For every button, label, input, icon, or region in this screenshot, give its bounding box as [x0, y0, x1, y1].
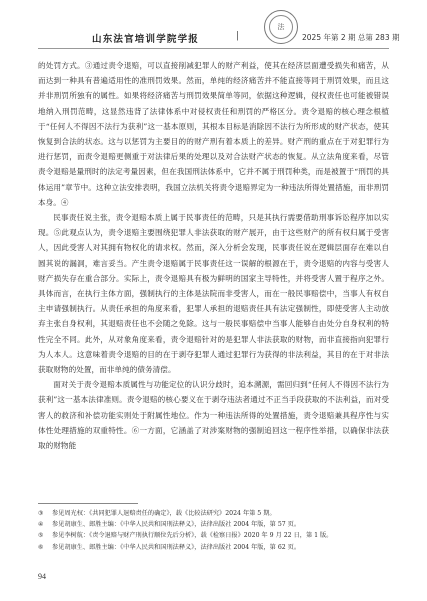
footnote-divider [38, 503, 138, 504]
header-separator: | [236, 31, 240, 41]
paragraph-2: 民事责任说主张，责令退赔本质上属于民事责任的范畴，只是其执行需要借助刑事诉讼程序加以实现。⑤此观点认为，责令退赔主要围绕犯罪人非法获取的财产展开，由于这些财产的所有权归属于受害人，因此受害人对其拥有物权化的请求权。然而，深入分析会发现，民事责任说在逻辑层面存在难以自圆其说的漏洞，难言妥当。产生责令退赔属于民事责任这一误解的根源在于，责令退赔的内容与受害人财产损失存在重合部分。实际上，责令退赔具有极为鲜明的国家主导特性，并将受害人置于程序之外。具体而言，在执行主体方面，强制执行的主体是法院而非受害人，而在一般民事赔偿中，当事人有权自主申请强制执行。从责任承担的角度来看，犯罪人承担的退赔责任具有法定强制性，即使受害人主动放弃主张自身权利，其退赔责任也不会随之免除。这与一般民事赔偿中当事人能够自由处分自身权利的特性完全不同。此外，从对象角度来看，责令退赔针对的是犯罪人非法获取的财物，而非直接指向犯罪行为人本人。这意味着责令退赔的目的在于剥夺犯罪人通过犯罪行为获得的非法利益，其目的在于对非法获取财物的处置，而非单纯的债务清偿。 [38, 213, 389, 375]
issue-info: 2025 年第 2 期 总第 283 期 [302, 33, 400, 42]
footnote-mark: ⑥ [38, 543, 44, 551]
footnotes [38, 508, 389, 553]
footnote-mark: ⑤ [38, 532, 44, 540]
footnote-mark: ④ [38, 521, 44, 529]
header-rule [38, 48, 389, 49]
page-header [0, 0, 427, 60]
page-number: 94 [38, 572, 46, 581]
footnote-text: 参见李树航：《责令退赔与财产刑执行顺位先后分析》，载《检察日报》2020 年 9 月 22 日，第 1 版。 [52, 532, 333, 540]
footnote-text: 参见周光权：《共同犯罪人退赔责任的确定》，载《比较法研究》2024 年第 5 期。 [52, 510, 276, 517]
footnote-item [38, 519, 389, 530]
footnote-item [38, 508, 389, 519]
footnote-text: 参见胡康生、郎胜主编：《中华人民共和国刑法释义》，法律出版社 2004 年版，第 62 页。 [52, 543, 301, 551]
paragraph-3: 面对关于责令退赔本质属性与功能定位的认识分歧时，追本溯源，需回归到“任何人不得因不法行为获利”这一基本法律准则。责令退赔的核心要义在于剥夺违法者通过不正当手段获取的不法利益，而对受害人的救济和补偿功能实则处于附属性地位。作为一种违法所得的处置措施，责令退赔兼具程序性与实体性处理措施的双重特性。⑥一方面，它涵盖了对涉案财物的强制追回这一程序性举措，以确保非法获取的财物能 [38, 380, 389, 451]
article-body [38, 58, 389, 453]
footnote-item [38, 542, 389, 553]
paragraph-1: 的处罚方式。③通过责令退赔，可以直接削减犯罪人的财产利益，使其在经济层面遭受损失和痛苦，从而达到一种具有普遍适用性的准刑罚效果。然而，单纯的经济痛苦并不能直接等同于刑罚效果，而且这并非刑罚所独有的属性。如果将经济痛苦与刑罚效果简单等同，依据这种逻辑，侵权责任也可能被错误地纳入刑罚范畴，这显然违背了法律体系中对侵权责任和刑罚的严格区分。责令退赔的核心理念根植于“任何人不得因不法行为获利”这一基本原则，其根本目标是消除因不法行为所形成的财产状态，使其恢复到合法的状态。这与以惩罚为主要目的的财产刑有着本质上的差异。财产刑的重点在于对犯罪行为进行惩罚，而责令退赔更侧重于对法律后果的处理以及对合法财产状态的恢复。从立法角度来看，尽管责令退赔是量刑时的法定考量因素，但在我国刑法体系中，它并不属于刑罚种类，而是被置于“刑罚的具体运用”章节中。这种立法安排表明，我国立法机关将责令退赔界定为一种违法所得处置措施，而非刑罚本身。④ [38, 61, 389, 207]
footnote-item [38, 530, 389, 541]
footnote-mark: ③ [38, 510, 44, 517]
journal-title: 山东法官培训学院学报 [92, 34, 200, 45]
journal-logo-emblem: 法 [269, 15, 293, 39]
footnote-text: 参见胡康生、郎胜主编：《中华人民共和国刑法释义》，法律出版社 2004 年版，第 57 页。 [52, 521, 301, 529]
journal-logo-icon [264, 10, 298, 44]
